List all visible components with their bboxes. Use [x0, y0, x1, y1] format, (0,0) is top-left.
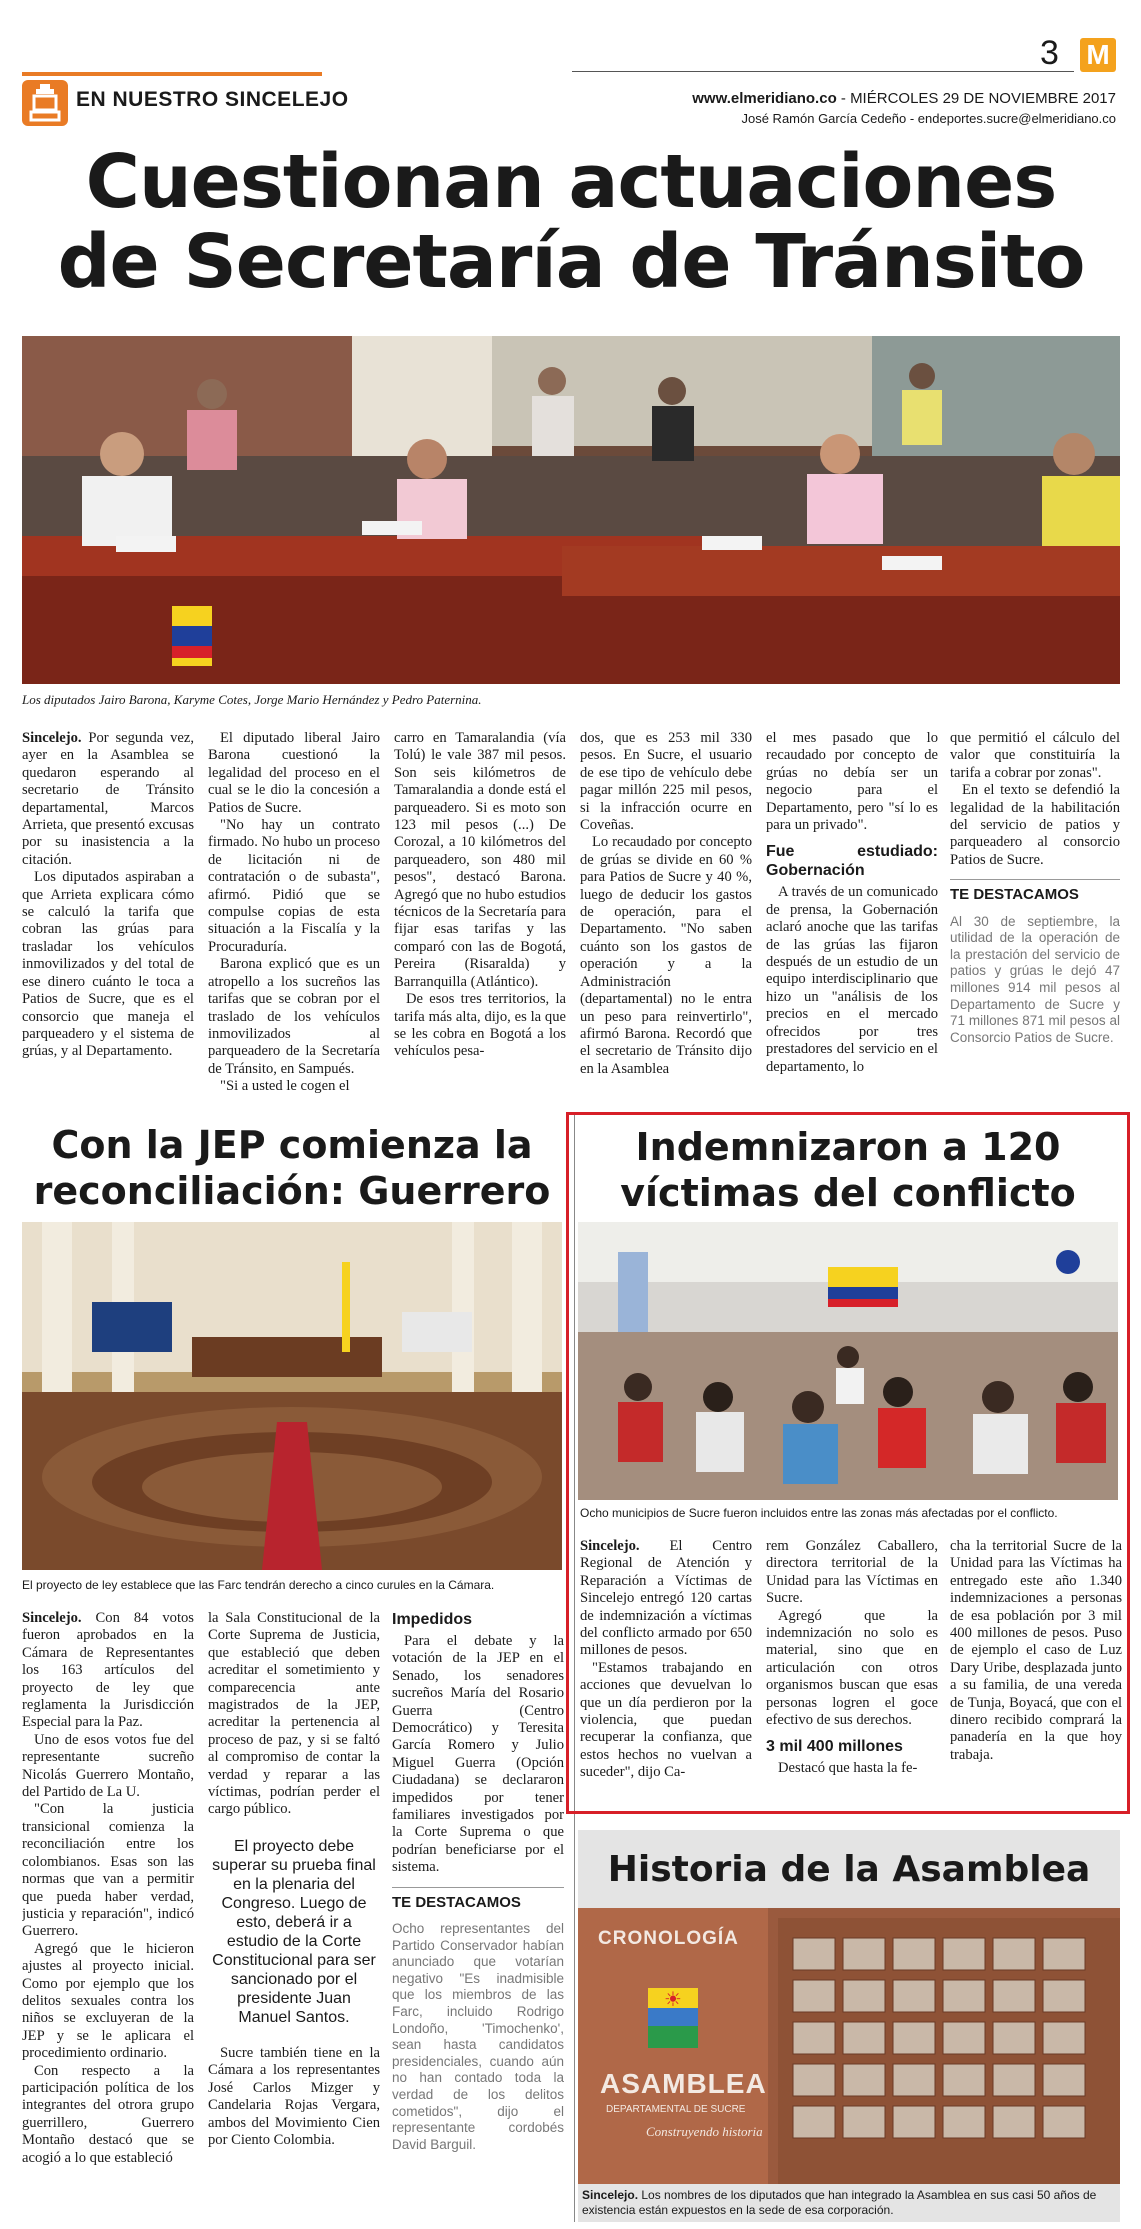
destacamos-heading: TE DESTACAMOS	[950, 879, 1120, 903]
jep-col-1	[22, 1610, 194, 2222]
paragraph: que permitió el cálculo del valor que constituiría la tarifa a cobrar por zonas".	[950, 730, 1120, 781]
asamblea-photo	[578, 1908, 1120, 2184]
victims-headline-line-2: víctimas del conflicto	[620, 1171, 1076, 1215]
victims-photo-caption: Ocho municipios de Sucre fueron incluidos entre las zonas más afectadas por el conflicto.	[580, 1506, 1058, 1520]
paragraph: carro en Tamaralandia (vía Tolú) le vale 387 mil pesos. Son seis kilómetros de Tamaralandia a donde está el parqueadero. Si es moto son 123 mil pesos (...) De Corozal, a 10 kilómetros del parqueadero, son 480 mil pesos", destacó Barona. Agregó que no hubo estudios técnicos de la Secretaría para fijar esas tarifas y las comparó con las de Bogotá, Pereira (Risaralda) y Barranquilla (Atlántico).	[394, 730, 566, 990]
paragraph: Para el debate y la votación de la JEP en el Senado, los senadores sucreños María del Rosario Guerra (Centro Democrático) y Teresita García Romero y Julio Miguel Guerra (Opción Ciudadana) se declararon impedidos por tener familiares investigados por la Corte Suprema o que podrían beneficiarse por el sistema.	[392, 1633, 564, 1876]
main-headline-line-2: de Secretaría de Tránsito	[57, 219, 1085, 305]
author-email[interactable]: - endeportes.sucre@elmeridiano.co	[906, 111, 1116, 126]
main-article-col-6	[950, 730, 1120, 1100]
text: Los nombres de los diputados que han integrado la Asamblea en sus casi 50 años de existencia están expuestos en la sede de esa corporación.	[582, 2188, 1097, 2217]
paragraph: dos, que es 253 mil 330 pesos. En Sucre, el usuario de ese tipo de vehículo debe pagar millón 225 mil pesos, si la infracción ocurre en Coveñas.	[580, 730, 752, 834]
asamblea-photo-text-2: ASAMBLEA	[600, 2068, 767, 2099]
paragraph: rem González Caballero, directora territorial de la Unidad para las Víctimas en Sucre.	[766, 1538, 938, 1607]
victims-headline-line-1: Indemnizaron a 120	[635, 1125, 1061, 1169]
paragraph: "Con la justicia transicional comienza la reconciliación entre los colombianos. Esas son las normas que van a permitir que pueda haber verdad, justicia y reparación", indicó Guerrero.	[22, 1801, 194, 1940]
asamblea-caption	[582, 2188, 1116, 2218]
main-headline-line-1: Cuestionan actuaciones	[85, 139, 1057, 225]
victims-col-1	[580, 1538, 752, 1806]
paragraph	[22, 730, 194, 869]
building-icon	[22, 80, 68, 126]
asamblea-photo-text-3: DEPARTAMENTAL DE SUCRE	[606, 2104, 746, 2115]
jep-headline	[22, 1122, 562, 1214]
paragraph: Destacó que hasta la fe-	[778, 1760, 918, 1777]
jep-col-3	[392, 1610, 564, 2222]
main-headline	[22, 139, 1120, 305]
paragraph: A través de un comunicado de prensa, la Gobernación aclaró anoche que las tarifas de las grúas las fijaron después de un estudio de un equipo interdisciplinario que hizo un "análisis de los precios en el mercado ofrecidos por tres prestadores del servicio en el departamento, lo	[766, 884, 938, 1075]
paragraph: Con respecto a la participación política de los integrantes del otrora grupo guerrillero, Guerrero Montaño destacó que se acogió a lo que estableció	[22, 2062, 194, 2166]
victims-photo	[578, 1222, 1118, 1500]
paragraph: Los diputados aspiraban a que Arrieta explicara cómo se calculó la tarifa que cobran las grúas para trasladar los vehículos inmovilizados y del total de ese dinero cuánto le toca a Patios de Sucre, que es el consorcio que maneja el parqueadero y el sistema de grúas, y al Departamento.	[22, 869, 194, 1060]
asamblea-photo-text-1: CRONOLOGÍA	[598, 1928, 739, 1949]
paragraph: Agregó que le hicieron ajustes al proyecto inicial. Como por ejemplo que los delitos sexuales contra los niños se excluyeran de la JEP y se le aplicara el procedimiento ordinario.	[22, 1940, 194, 2062]
asamblea-photo-text-4: Construyendo historia	[646, 2124, 763, 2139]
paragraph: Uno de esos votos fue del representante sucreño Nicolás Guerrero Montaño, del Partido de La U.	[22, 1731, 194, 1801]
paragraph: El diputado liberal Jairo Barona cuestionó la legalidad del proceso en el cual se le dio la concesión a Patios de Sucre.	[208, 730, 380, 816]
subheading: Fue estudiado: Gobernación	[766, 843, 938, 880]
paragraph: "No hay un contrato firmado. No hubo un proceso de licitación ni de contratación o de subasta", afirmó. Pidió que se compulse copias de esta situación a la Fiscalía y la Procuraduría.	[208, 817, 380, 955]
svg-text:☀: ☀	[664, 1987, 682, 2011]
destacamos-heading: TE DESTACAMOS	[392, 1887, 564, 1911]
header-rule	[572, 71, 1074, 72]
dateline-lead: Sincelejo.	[582, 2188, 639, 2202]
pull-quote: El proyecto debe superar su prueba final en la plenaria del Congreso. Luego de esto, deberá ir a estudio de la Corte Constitucional para ser sancionado por el presidente Juan Manuel Santos.	[212, 1837, 376, 2026]
subheading: 3 mil 400 millones	[766, 1738, 903, 1756]
dateline-lead: Sincelejo.	[580, 1538, 640, 1554]
paragraph	[22, 1610, 194, 1732]
paragraph: "Si a usted le cogen el	[220, 1078, 350, 1095]
jep-headline-line-2: reconciliación: Guerrero	[33, 1169, 551, 1213]
paragraph: cha la territorial Sucre de la Unidad para las Víctimas ha entregado este año 1.340 indemnizaciones a personas de esa población por 3 mil 400 millones de pesos. Puso de ejemplo el caso de Luz Dary Uribe, desplazada junto a su familia, de una vereda de Tunja, Boyacá, que con el dinero recibido comprará la panadería en la que hoy trabaja.	[950, 1538, 1122, 1763]
paragraph: "Estamos trabajando en acciones que devuelvan lo que un día perdieron por la violencia, que puedan recuperar la confianza, que estos hechos no vuelvan a suceder", dijo Ca-	[580, 1659, 752, 1781]
text: Por segunda vez, ayer en la Asamblea se quedaron esperando al secretario de Tránsito departamental, Marcos Arrieta, que presentó excusas por su inasistencia a la citación.	[22, 730, 194, 868]
main-article-col-1	[22, 730, 194, 1100]
jep-photo-caption: El proyecto de ley establece que las Farc tendrán derecho a cinco curules en la Cámara.	[22, 1578, 495, 1592]
website-link[interactable]: www.elmeridiano.co	[692, 90, 837, 107]
dateline-lead: Sincelejo.	[22, 730, 82, 746]
subheading: Impedidos	[392, 1611, 473, 1628]
dateline-lead: Sincelejo.	[22, 1610, 82, 1626]
victims-headline	[572, 1124, 1124, 1216]
main-article-col-5	[766, 730, 938, 1100]
paragraph: Lo recaudado por concepto de grúas se divide en 60 % para Patios de Sucre y 40 %, luego de deducir los gastos de operación, para el Departamento. "No saben cuánto son los gastos de operación y a la Administración (departamental) no le entra un peso para reinvertirlo", afirmó Barona. Recordó que el secretario de Tránsito dijo en la Asamblea	[580, 834, 752, 1077]
paragraph	[580, 1538, 752, 1660]
destacamos-text: Ocho representantes del Partido Conservador habían anunciado que votarían negativo "Es inadmisible que los miembros de las Farc, incluido Rodrigo Londoño, 'Timochenko', sean hasta candidatos presidenciales, cuando aún no han contado toda la verdad de los delitos cometidos", dijo el representante cordobés David Barguil.	[392, 1921, 564, 2152]
paragraph: De esos tres territorios, la tarifa más alta, dijo, es la que se les cobra en Bogotá a los vehículos pesa-	[394, 991, 566, 1060]
author-line	[560, 111, 1116, 126]
date: - MIÉRCOLES 29 DE NOVIEMBRE 2017	[836, 90, 1116, 107]
section-rule	[22, 72, 322, 76]
paragraph: En el texto se defendió la legalidad de la habilitación del servicio de patios y parqueadero al consorcio Patios de Sucre.	[950, 782, 1120, 868]
page-number: 3	[1040, 34, 1059, 72]
newspaper-logo: M	[1080, 38, 1116, 72]
jep-headline-line-1: Con la JEP comienza la	[51, 1123, 533, 1167]
main-article-col-4	[580, 730, 752, 1100]
paragraph: el mes pasado que lo recaudado por concepto de grúas no debía ser un negocio para el Departamento, pero "sí lo es para un privado".	[766, 730, 938, 834]
author: José Ramón García Cedeño	[741, 111, 907, 126]
text: Con 84 votos fueron aprobados en la Cámara de Representantes los 163 artículos del proyecto de ley que reglamenta la Jurisdicción Especial para la Paz.	[22, 1610, 194, 1731]
paragraph: la Sala Constitucional de la Corte Suprema de Justicia, que estableció que deben acreditar el sometimiento y comparecencia ante magistrados de la JEP, acreditar la pertenencia al proceso de paz, y si se faltó al compromiso de contar la verdad y reparar a las víctimas, podrían perder el cargo público.	[208, 1610, 380, 1818]
asamblea-headline: Historia de la Asamblea	[607, 1849, 1091, 1890]
paragraph: Barona explicó que es un atropello a los sucreños las tarifas que se cobran por el traslado de los vehículos inmovilizados al parqueadero de la Secretaría de Tránsito, en Sampués.	[208, 956, 380, 1077]
section-title: EN NUESTRO SINCELEJO	[76, 88, 349, 111]
main-article-col-2	[208, 730, 380, 1100]
jep-photo	[22, 1222, 562, 1570]
paragraph: Agregó que la indemnización no solo es material, sino que en articulación con otros organismos buscan que esas personas logren el goce efectivo de sus derechos.	[766, 1607, 938, 1729]
jep-col-2	[208, 1610, 380, 2222]
text: El Centro Regional de Atención y Reparación a Víctimas de Sincelejo entregó 120 cartas de indemnización a víctimas del conflicto armado por 650 millones de pesos.	[580, 1538, 752, 1659]
victims-col-3	[950, 1538, 1122, 1806]
destacamos-text: Al 30 de septiembre, la utilidad de la operación de la prestación del servicio de patios y grúas le dejó 47 millones 914 mil pesos al Departamento de Sucre y 71 millones 871 mil pesos al Consorcio Patios de Sucre.	[950, 913, 1120, 1045]
paragraph: Sucre también tiene en la Cámara a los representantes José Carlos Mizger y Candelaria Rojas Vergara, ambos del Movimiento Cien por Ciento Colombia.	[208, 2044, 380, 2148]
main-photo-caption: Los diputados Jairo Barona, Karyme Cotes, Jorge Mario Hernández y Pedro Paternina.	[22, 692, 482, 707]
dateline	[560, 90, 1116, 107]
main-photo	[22, 336, 1120, 684]
main-article-col-3	[394, 730, 566, 1100]
victims-col-2	[766, 1538, 938, 1806]
